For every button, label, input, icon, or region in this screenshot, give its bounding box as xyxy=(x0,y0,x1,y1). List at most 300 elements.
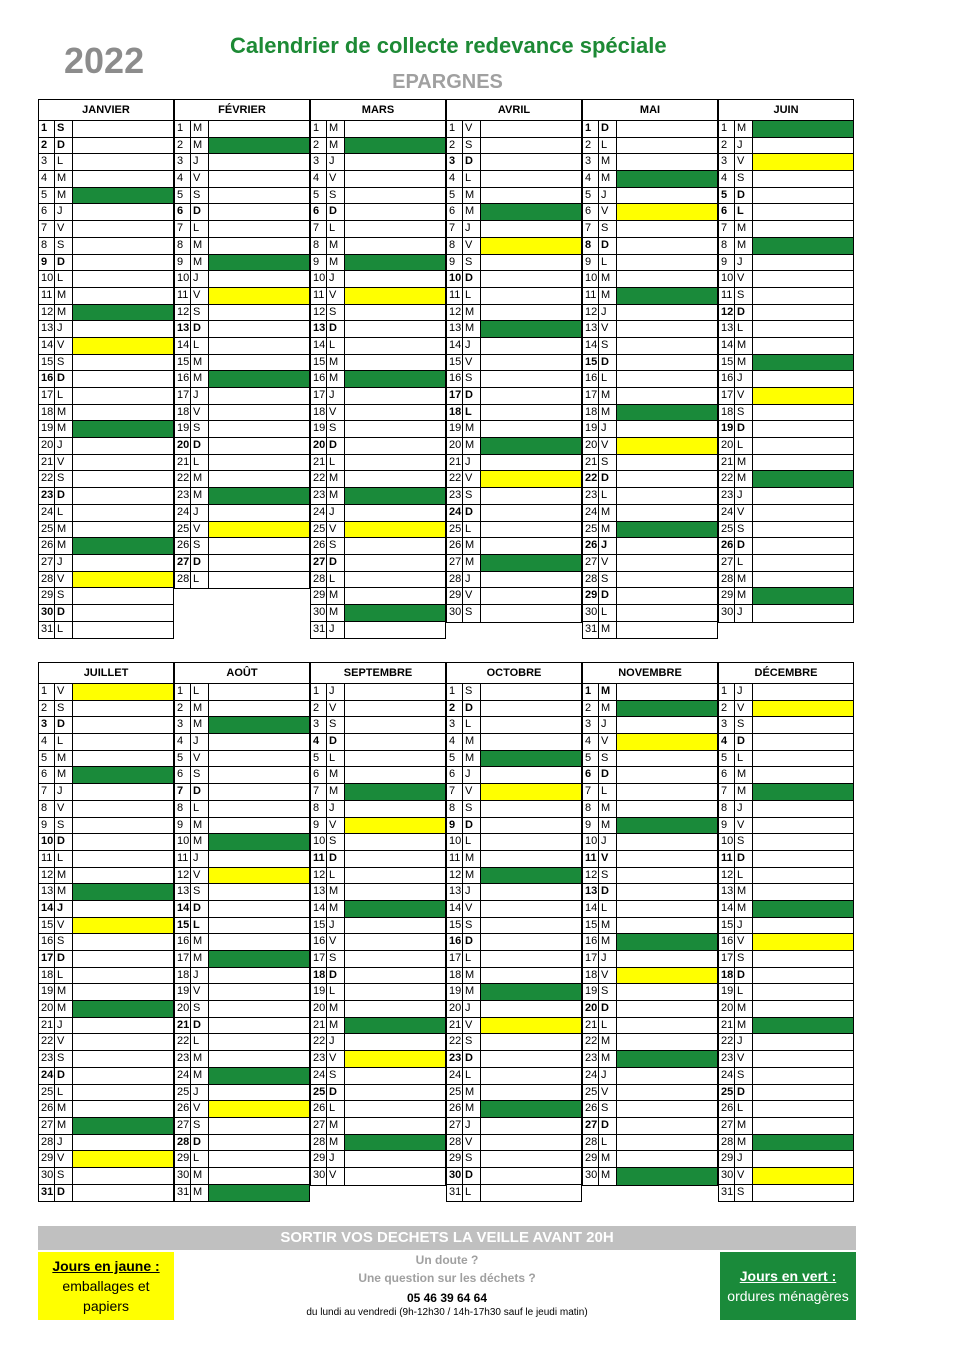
empty-cell xyxy=(753,951,853,967)
day-number: 21 xyxy=(39,455,55,471)
day-letter: V xyxy=(463,355,481,371)
empty-cell xyxy=(345,734,445,750)
day-number: 3 xyxy=(447,154,463,170)
day-letter: D xyxy=(55,1185,73,1202)
day-row xyxy=(175,751,309,768)
day-row xyxy=(175,918,309,935)
day-number: 22 xyxy=(175,471,191,487)
day-number: 21 xyxy=(175,1018,191,1034)
day-row xyxy=(311,1051,445,1068)
day-letter: J xyxy=(327,505,345,521)
day-letter: M xyxy=(55,1001,73,1017)
empty-cell xyxy=(209,1051,309,1067)
day-row xyxy=(583,851,717,868)
day-row xyxy=(447,271,581,288)
day-letter: J xyxy=(599,834,617,850)
day-number: 15 xyxy=(311,918,327,934)
collection-marker-yellow xyxy=(753,934,853,950)
day-row xyxy=(175,538,309,555)
day-number: 28 xyxy=(175,1135,191,1151)
empty-cell xyxy=(617,572,717,588)
day-number: 13 xyxy=(719,884,735,900)
empty-cell xyxy=(345,438,445,454)
empty-cell xyxy=(345,355,445,371)
day-letter: L xyxy=(55,622,73,639)
empty-cell xyxy=(753,734,853,750)
day-letter: L xyxy=(599,784,617,800)
day-letter: M xyxy=(599,405,617,421)
day-letter: J xyxy=(55,438,73,454)
empty-cell xyxy=(753,488,853,504)
day-row xyxy=(583,455,717,472)
day-number: 1 xyxy=(583,121,599,137)
collection-marker-yellow xyxy=(345,288,445,304)
day-number: 12 xyxy=(175,868,191,884)
day-letter: M xyxy=(191,355,209,371)
day-row xyxy=(311,488,445,505)
day-row xyxy=(583,984,717,1001)
day-row xyxy=(175,801,309,818)
day-letter: J xyxy=(735,801,753,817)
day-row xyxy=(175,421,309,438)
empty-cell xyxy=(345,321,445,337)
empty-cell xyxy=(209,818,309,834)
day-number: 2 xyxy=(311,701,327,717)
day-letter: J xyxy=(463,338,481,354)
day-row xyxy=(175,834,309,851)
day-row xyxy=(175,1135,309,1152)
day-row xyxy=(311,138,445,155)
day-number: 3 xyxy=(175,717,191,733)
day-row xyxy=(447,138,581,155)
day-letter: J xyxy=(599,1068,617,1084)
empty-cell xyxy=(753,271,853,287)
day-row xyxy=(39,734,173,751)
day-row xyxy=(175,488,309,505)
day-letter: J xyxy=(599,951,617,967)
day-number: 21 xyxy=(583,455,599,471)
day-letter: S xyxy=(55,1168,73,1184)
day-letter: D xyxy=(599,767,617,783)
day-letter: M xyxy=(327,884,345,900)
day-number: 11 xyxy=(719,851,735,867)
day-number: 15 xyxy=(175,355,191,371)
day-letter: L xyxy=(735,555,753,571)
collection-marker-green xyxy=(345,255,445,271)
day-letter: V xyxy=(327,701,345,717)
day-letter: D xyxy=(191,901,209,917)
day-row xyxy=(311,818,445,835)
collection-marker-green xyxy=(617,818,717,834)
empty-cell xyxy=(753,288,853,304)
day-number: 24 xyxy=(175,1068,191,1084)
day-row xyxy=(39,555,173,572)
day-letter: S xyxy=(463,801,481,817)
day-letter: V xyxy=(55,338,73,354)
day-row xyxy=(311,684,445,701)
month-name: MARS xyxy=(311,100,445,121)
day-letter: J xyxy=(599,188,617,204)
day-letter: S xyxy=(55,238,73,254)
day-number: 9 xyxy=(447,818,463,834)
day-number: 31 xyxy=(583,622,599,639)
day-number: 8 xyxy=(447,801,463,817)
day-row xyxy=(719,355,853,372)
day-number: 13 xyxy=(583,884,599,900)
collection-marker-green xyxy=(345,371,445,387)
day-number: 12 xyxy=(39,868,55,884)
day-row xyxy=(719,701,853,718)
legend-yellow-title: Jours en jaune : xyxy=(52,1258,160,1274)
day-number: 15 xyxy=(447,918,463,934)
day-row xyxy=(39,622,173,639)
day-row xyxy=(719,684,853,701)
day-number: 15 xyxy=(583,355,599,371)
empty-cell xyxy=(753,421,853,437)
day-number: 21 xyxy=(447,1018,463,1034)
day-row xyxy=(583,818,717,835)
day-row xyxy=(447,868,581,885)
collection-marker-yellow xyxy=(753,388,853,404)
day-letter: M xyxy=(327,1001,345,1017)
day-letter: J xyxy=(327,271,345,287)
day-letter: J xyxy=(463,572,481,588)
empty-cell xyxy=(753,868,853,884)
day-row xyxy=(583,1168,717,1185)
day-letter: S xyxy=(327,188,345,204)
day-number: 21 xyxy=(583,1018,599,1034)
day-letter: V xyxy=(735,818,753,834)
day-row xyxy=(39,338,173,355)
empty-cell xyxy=(73,505,173,521)
day-letter: D xyxy=(327,555,345,571)
day-row xyxy=(583,801,717,818)
day-number: 30 xyxy=(175,1168,191,1184)
day-number: 24 xyxy=(39,505,55,521)
day-row xyxy=(719,255,853,272)
day-number: 19 xyxy=(583,984,599,1000)
day-number: 17 xyxy=(39,951,55,967)
day-number: 6 xyxy=(719,767,735,783)
collection-marker-yellow xyxy=(753,154,853,170)
day-letter: M xyxy=(599,1168,617,1185)
empty-cell xyxy=(209,767,309,783)
empty-cell xyxy=(481,588,581,604)
day-number: 23 xyxy=(719,488,735,504)
day-letter: V xyxy=(327,288,345,304)
day-letter: D xyxy=(191,321,209,337)
empty-cell xyxy=(73,968,173,984)
empty-cell xyxy=(209,801,309,817)
day-letter: V xyxy=(327,405,345,421)
day-row xyxy=(719,321,853,338)
day-row xyxy=(719,338,853,355)
empty-cell xyxy=(753,171,853,187)
day-row xyxy=(447,968,581,985)
day-row xyxy=(39,701,173,718)
day-letter: L xyxy=(463,1068,481,1084)
empty-cell xyxy=(481,851,581,867)
day-row xyxy=(583,622,717,639)
empty-cell xyxy=(345,555,445,571)
day-number: 9 xyxy=(175,818,191,834)
day-row xyxy=(447,505,581,522)
day-row xyxy=(719,767,853,784)
day-letter: V xyxy=(55,1034,73,1050)
day-number: 14 xyxy=(719,338,735,354)
day-row xyxy=(311,1085,445,1102)
day-number: 20 xyxy=(39,1001,55,1017)
empty-cell xyxy=(481,1068,581,1084)
empty-cell xyxy=(617,1151,717,1167)
empty-cell xyxy=(753,538,853,554)
day-letter: S xyxy=(191,188,209,204)
empty-cell xyxy=(617,371,717,387)
day-row xyxy=(719,305,853,322)
day-number: 31 xyxy=(311,622,327,639)
empty-cell xyxy=(73,171,173,187)
empty-cell xyxy=(73,438,173,454)
day-letter: M xyxy=(463,751,481,767)
day-letter: M xyxy=(327,488,345,504)
day-number: 2 xyxy=(175,701,191,717)
day-row xyxy=(447,338,581,355)
collection-marker-green xyxy=(345,1135,445,1151)
day-number: 15 xyxy=(39,355,55,371)
empty-cell xyxy=(73,588,173,604)
empty-cell xyxy=(753,605,853,622)
day-number: 17 xyxy=(447,951,463,967)
empty-cell xyxy=(73,1034,173,1050)
empty-cell xyxy=(345,1085,445,1101)
day-letter: S xyxy=(191,1001,209,1017)
empty-cell xyxy=(753,968,853,984)
empty-cell xyxy=(481,522,581,538)
day-number: 23 xyxy=(311,488,327,504)
day-row xyxy=(583,305,717,322)
empty-cell xyxy=(617,1085,717,1101)
day-number: 26 xyxy=(39,1101,55,1117)
day-letter: J xyxy=(327,801,345,817)
collection-marker-yellow xyxy=(617,968,717,984)
day-letter: M xyxy=(599,388,617,404)
empty-cell xyxy=(481,1168,581,1184)
day-letter: V xyxy=(463,901,481,917)
day-number: 4 xyxy=(583,171,599,187)
day-number: 10 xyxy=(583,834,599,850)
day-row xyxy=(311,405,445,422)
empty-cell xyxy=(209,901,309,917)
day-letter: V xyxy=(55,221,73,237)
day-row xyxy=(311,767,445,784)
day-row xyxy=(447,522,581,539)
day-row xyxy=(583,188,717,205)
day-letter: M xyxy=(735,1118,753,1134)
month-name: JUIN xyxy=(719,100,853,121)
empty-cell xyxy=(73,255,173,271)
empty-cell xyxy=(73,868,173,884)
day-row xyxy=(39,154,173,171)
day-number: 10 xyxy=(175,834,191,850)
day-row xyxy=(39,421,173,438)
day-number: 27 xyxy=(583,1118,599,1134)
day-number: 4 xyxy=(719,734,735,750)
empty-cell xyxy=(617,455,717,471)
day-number: 10 xyxy=(447,271,463,287)
empty-cell xyxy=(617,622,717,639)
day-number: 30 xyxy=(39,1168,55,1184)
empty-cell xyxy=(481,288,581,304)
day-letter: M xyxy=(327,1118,345,1134)
empty-cell xyxy=(481,421,581,437)
empty-cell xyxy=(73,901,173,917)
day-letter: M xyxy=(735,1001,753,1017)
day-number: 29 xyxy=(719,1151,735,1167)
day-letter: D xyxy=(463,388,481,404)
day-letter: M xyxy=(327,901,345,917)
day-row xyxy=(583,1085,717,1102)
empty-cell xyxy=(345,572,445,588)
day-row xyxy=(583,355,717,372)
day-number: 16 xyxy=(447,371,463,387)
day-number: 24 xyxy=(583,505,599,521)
day-letter: D xyxy=(463,154,481,170)
day-row xyxy=(583,321,717,338)
day-number: 12 xyxy=(39,305,55,321)
day-number: 10 xyxy=(39,834,55,850)
day-number: 18 xyxy=(175,405,191,421)
day-number: 19 xyxy=(719,984,735,1000)
day-letter: M xyxy=(599,171,617,187)
empty-cell xyxy=(481,455,581,471)
day-number: 5 xyxy=(719,751,735,767)
day-number: 12 xyxy=(583,305,599,321)
day-number: 4 xyxy=(311,734,327,750)
collection-marker-yellow xyxy=(73,1151,173,1167)
month-name: MAI xyxy=(583,100,717,121)
day-letter: M xyxy=(327,371,345,387)
empty-cell xyxy=(209,1135,309,1151)
day-letter: S xyxy=(599,751,617,767)
day-row xyxy=(39,321,173,338)
day-letter: M xyxy=(463,421,481,437)
empty-cell xyxy=(617,255,717,271)
empty-cell xyxy=(753,305,853,321)
day-row xyxy=(175,1185,309,1202)
day-letter: M xyxy=(599,154,617,170)
day-row xyxy=(311,1034,445,1051)
empty-cell xyxy=(617,421,717,437)
empty-cell xyxy=(73,1085,173,1101)
day-row xyxy=(583,338,717,355)
day-row xyxy=(175,522,309,539)
day-row xyxy=(175,1068,309,1085)
day-row xyxy=(583,221,717,238)
day-row xyxy=(447,305,581,322)
day-letter: D xyxy=(191,1018,209,1034)
day-number: 23 xyxy=(447,488,463,504)
day-number: 29 xyxy=(39,588,55,604)
day-letter: L xyxy=(191,338,209,354)
empty-cell xyxy=(73,734,173,750)
day-number: 4 xyxy=(175,734,191,750)
day-letter: M xyxy=(463,984,481,1000)
day-number: 5 xyxy=(311,188,327,204)
day-number: 28 xyxy=(311,572,327,588)
day-number: 16 xyxy=(175,371,191,387)
day-row xyxy=(583,421,717,438)
day-row xyxy=(311,918,445,935)
day-row xyxy=(39,605,173,622)
day-number: 16 xyxy=(39,371,55,387)
day-letter: S xyxy=(327,305,345,321)
commune-name: EPARGNES xyxy=(392,71,503,93)
day-row xyxy=(39,868,173,885)
day-row xyxy=(447,1034,581,1051)
day-number: 21 xyxy=(719,455,735,471)
day-letter: J xyxy=(463,1001,481,1017)
day-number: 3 xyxy=(175,154,191,170)
day-number: 13 xyxy=(175,884,191,900)
day-number: 22 xyxy=(719,471,735,487)
day-number: 17 xyxy=(175,388,191,404)
day-letter: M xyxy=(55,1101,73,1117)
day-number: 15 xyxy=(447,355,463,371)
empty-cell xyxy=(209,238,309,254)
day-letter: V xyxy=(599,734,617,750)
day-row xyxy=(447,388,581,405)
empty-cell xyxy=(753,338,853,354)
day-number: 23 xyxy=(583,1051,599,1067)
day-row xyxy=(39,588,173,605)
day-letter: S xyxy=(735,717,753,733)
day-row xyxy=(311,121,445,138)
empty-cell xyxy=(617,505,717,521)
day-number: 13 xyxy=(311,321,327,337)
month-column xyxy=(174,99,310,589)
empty-cell xyxy=(73,751,173,767)
day-number: 14 xyxy=(447,338,463,354)
day-number: 24 xyxy=(719,1068,735,1084)
day-number: 16 xyxy=(311,371,327,387)
day-row xyxy=(175,305,309,322)
empty-cell xyxy=(753,321,853,337)
day-letter: D xyxy=(327,321,345,337)
empty-cell xyxy=(209,884,309,900)
day-letter: J xyxy=(735,1151,753,1167)
empty-cell xyxy=(481,734,581,750)
day-row xyxy=(39,488,173,505)
day-letter: V xyxy=(191,288,209,304)
day-letter: J xyxy=(735,605,753,622)
day-row xyxy=(39,1018,173,1035)
day-row xyxy=(447,204,581,221)
day-letter: L xyxy=(55,505,73,521)
day-number: 22 xyxy=(39,1034,55,1050)
day-number: 4 xyxy=(447,734,463,750)
day-letter: S xyxy=(599,221,617,237)
day-letter: J xyxy=(191,851,209,867)
day-row xyxy=(39,984,173,1001)
day-row xyxy=(447,188,581,205)
day-letter: M xyxy=(735,767,753,783)
day-number: 26 xyxy=(583,538,599,554)
empty-cell xyxy=(73,701,173,717)
day-number: 5 xyxy=(583,751,599,767)
empty-cell xyxy=(617,684,717,700)
day-row xyxy=(311,984,445,1001)
day-row xyxy=(447,572,581,589)
